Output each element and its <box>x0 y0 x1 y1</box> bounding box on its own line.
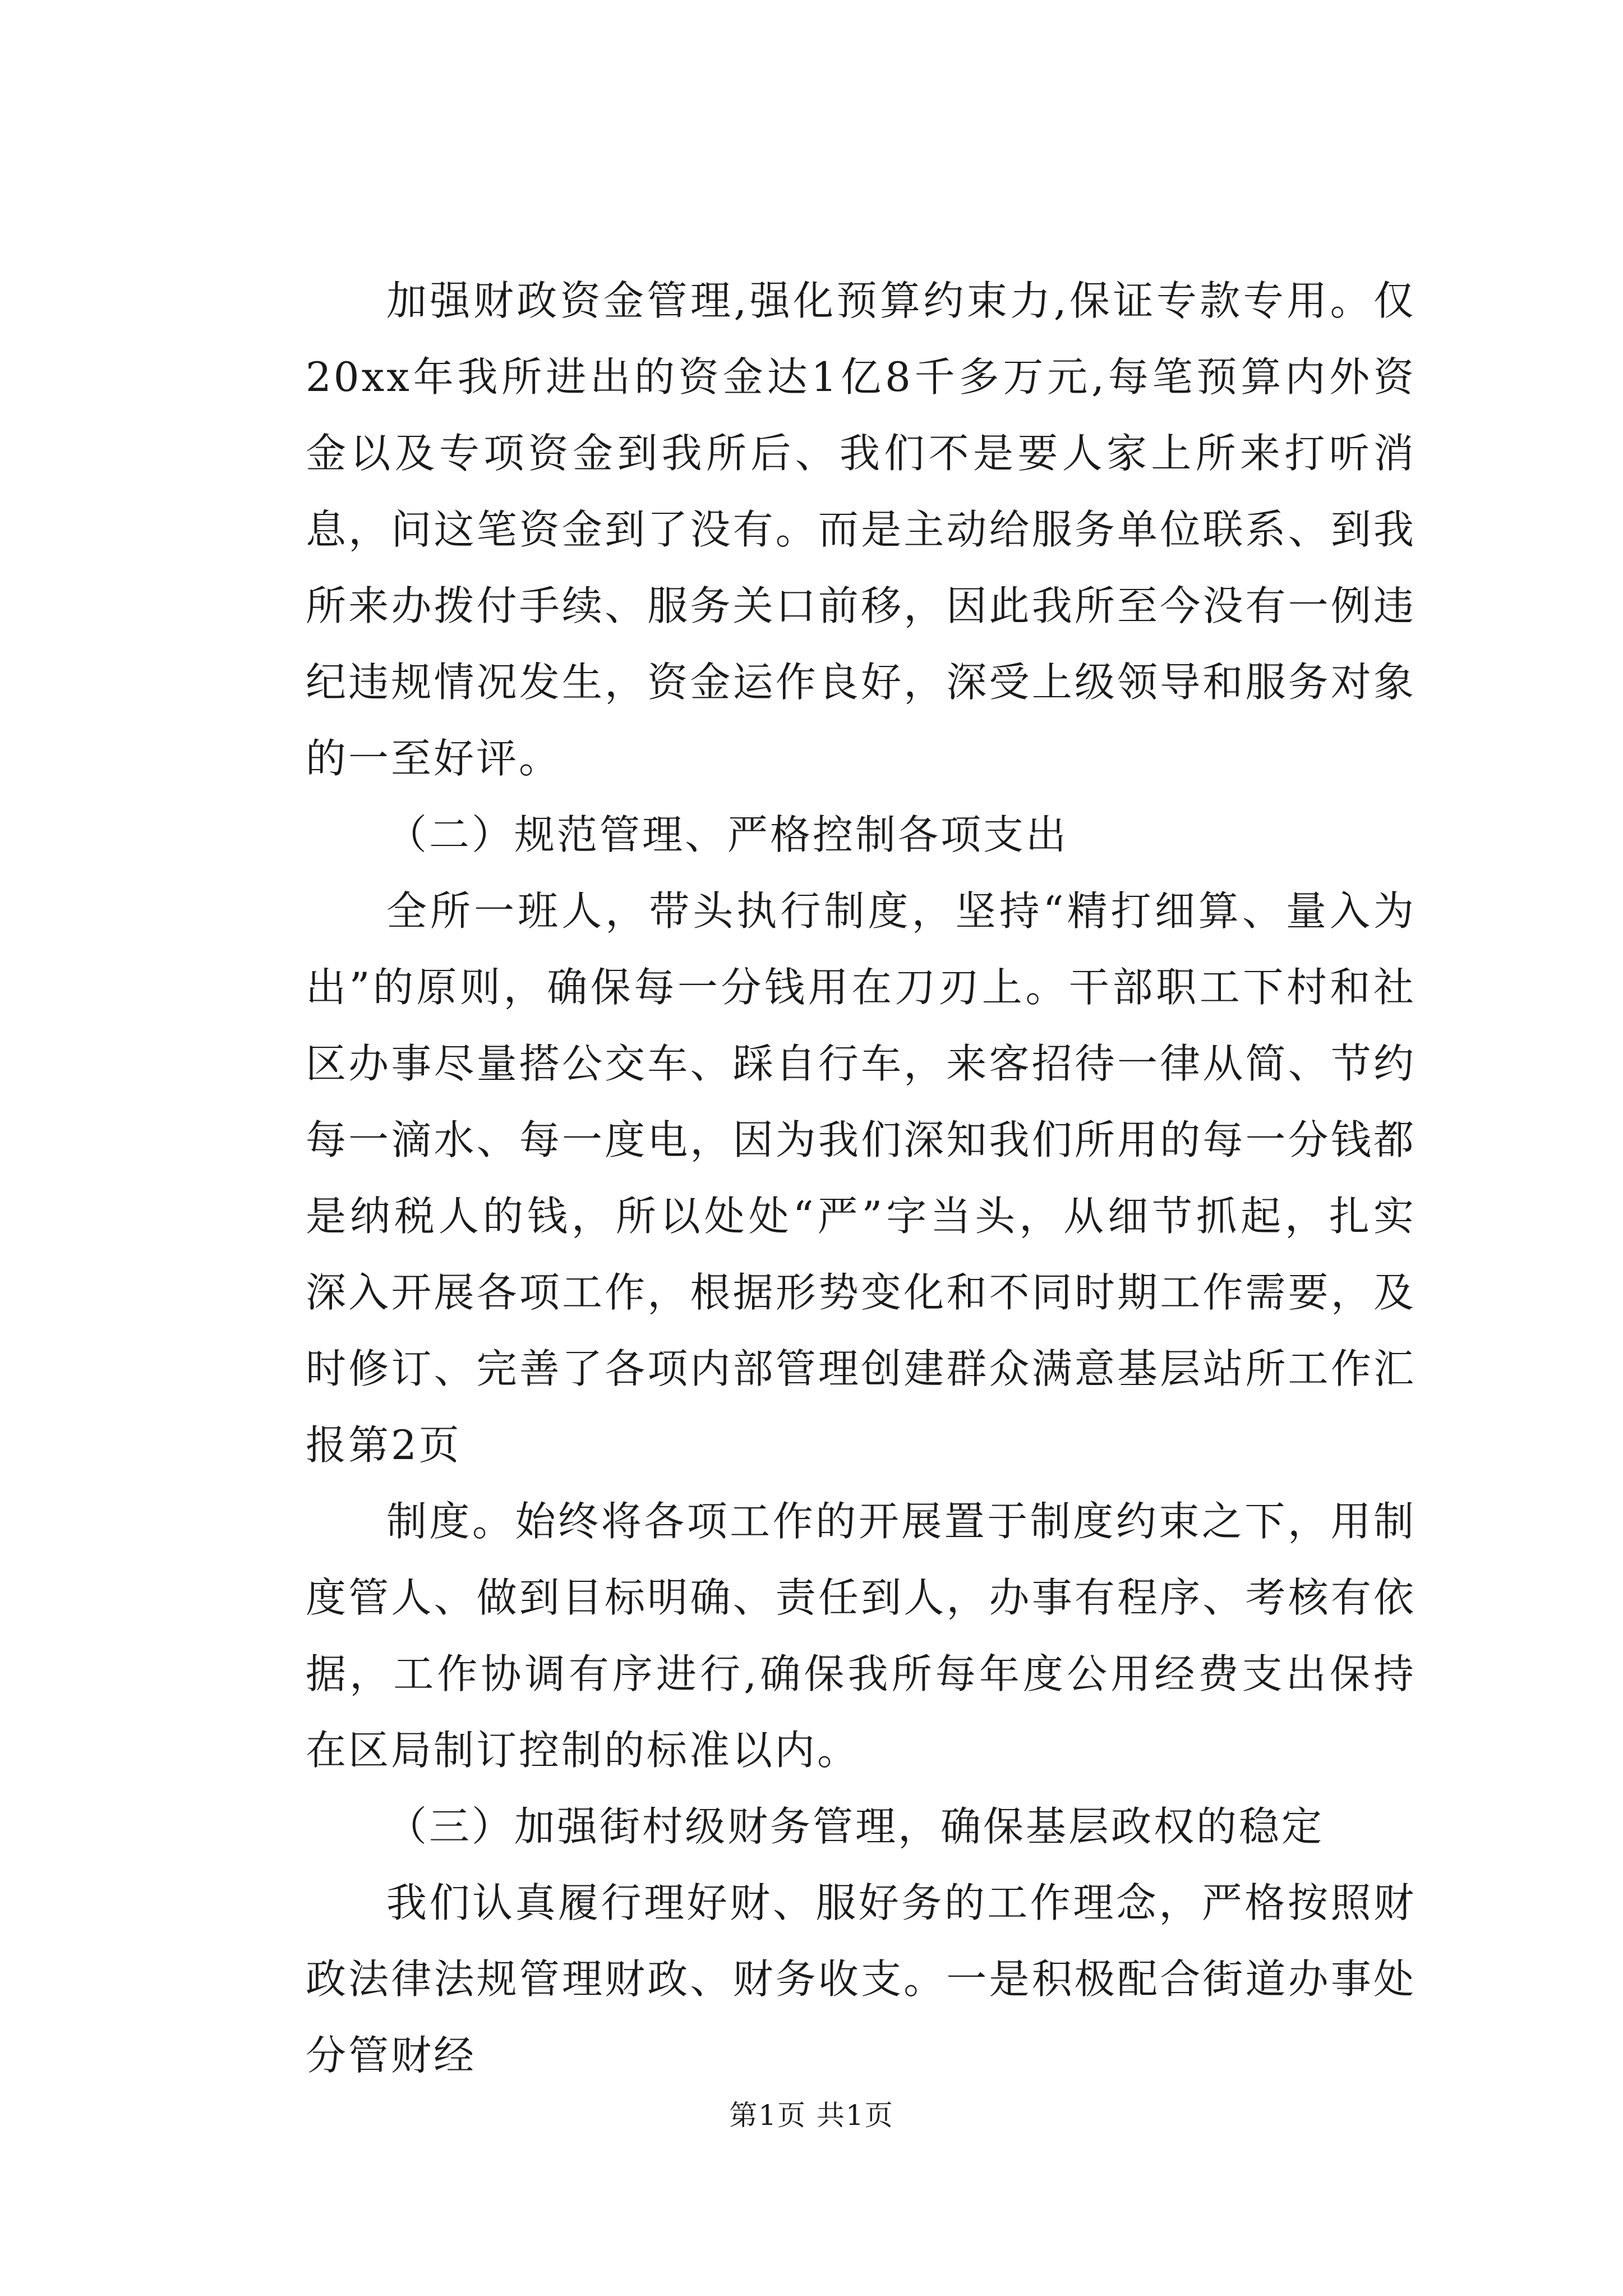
paragraph-institution: 制度。始终将各项工作的开展置于制度约束之下，用制度管人、做到目标明确、责任到人，办事有程序、考核有依据，工作协调有序进行,确保我所每年度公用经费支出保持在区局制订控制的标准以内。 <box>306 1498 1416 1774</box>
paragraph-fund-management: 加强财政资金管理,强化预算约束力,保证专款专用。仅20xx年我所进出的资金达1亿8千多万元,每笔预算内外资金以及专项资金到我所后、我们不是要人家上所来打听消息，问这笔资金到了没有。而是主动给服务单位联系、到我所来办拨付手续、服务关口前移，因此我所至今没有一例违纪违规情况发生，资金运作良好，深受上级领导和服务对象的一至好评。 <box>306 277 1416 782</box>
paragraph-expense-control: 全所一班人，带头执行制度，坚持“精打细算、量入为出”的原则，确保每一分钱用在刀刃上。干部职工下村和社区办事尽量搭公交车、踩自行车，来客招待一律从简、节约每一滴水、每一度电，因为我们深知我们所用的每一分钱都是纳税人的钱，所以处处“严”字当头，从细节抓起，扎实深入开展各项工作，根据形势变化和不同时期工作需要，及时修订、完善了各项内部管理创建群众满意基层站所工作汇报第2页 <box>306 887 1416 1469</box>
section-heading-3: （三）加强街村级财务管理，确保基层政权的稳定 <box>386 1803 1325 1850</box>
section-heading-2: （二）规范管理、严格控制各项支出 <box>386 811 1069 858</box>
document-body <box>306 263 1416 2093</box>
paragraph-village-finance: 我们认真履行理好财、服好务的工作理念，严格按照财政法律法规管理财政、财务收支。一是积极配合街道办事处分管财经 <box>306 1879 1416 2079</box>
page-footer: 第1页 共1页 <box>729 2099 894 2132</box>
